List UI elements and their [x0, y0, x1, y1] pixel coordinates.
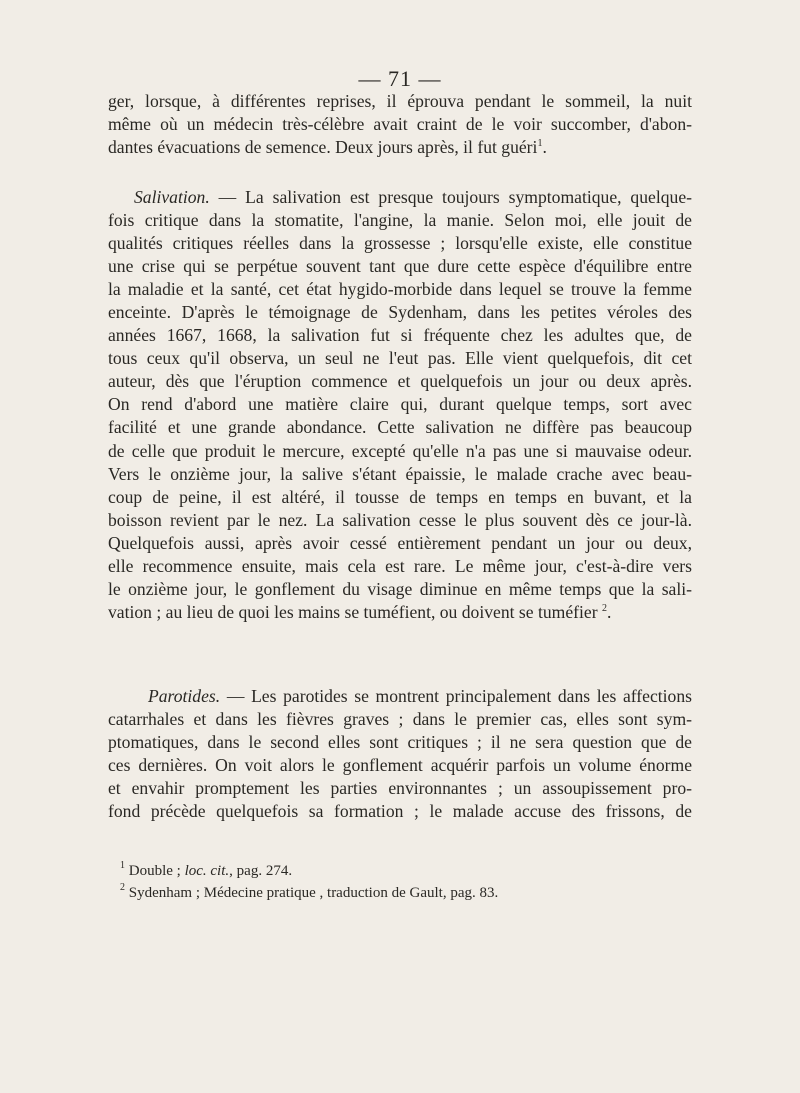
salivation-paragraph [108, 186, 692, 624]
text-line: qualités critiques réelles dans la grossesse ; lorsqu'elle existe, elle constitue [108, 233, 692, 254]
text-line: boisson revient par le nez. La salivation cesse le plus souvent dès ce jour-là. [108, 509, 692, 530]
text-line: catarrhales et dans les fièvres graves ; dans le premier cas, elles sont sym- [108, 709, 692, 730]
text-line: Quelquefois aussi, après avoir cessé entièrement pendant un jour ou deux, [108, 532, 692, 553]
text-line: la maladie et la santé, cet état hygido-morbide dans lequel se trouve la femme [108, 279, 692, 300]
text-line: tous ceux qu'il observa, un seul ne l'eut pas. Elle vient quelquefois, dit cet [108, 348, 692, 369]
text-line: fond précède quelquefois sa formation ; le malade accuse des frissons, de [108, 801, 692, 822]
parotides-paragraph [108, 685, 692, 823]
text-line: fois critique dans la stomatite, l'angine, la manie. Selon moi, elle jouit de [108, 210, 692, 231]
text-line: auteur, dès que l'éruption commence et quelquefois un jour ou deux après. [108, 371, 692, 392]
text-line: ger, lorsque, à différentes reprises, il éprouva pendant le sommeil, la nuit [108, 91, 692, 111]
text-line: ces dernières. On voit alors le gonflement acquérir parfois un volume énorme [108, 755, 692, 776]
text-line: On rend d'abord une matière claire qui, durant quelque temps, sort avec [108, 394, 692, 415]
text-line: dantes évacuations de semence. Deux jours après, il fut guéri$^1$. [108, 137, 547, 158]
footnote-2: $^2$ Sydenham ; Médecine pratique , traduction de Gault, pag. 83. [120, 881, 499, 901]
text-line: de celle que produit le mercure, excepté qu'elle n'a pas une si mauvaise odeur. [108, 440, 692, 461]
footnote-ref: 2 [601, 602, 607, 614]
footnotes [120, 861, 660, 905]
text-line: une crise qui se perpétue souvent tant que dure cette espèce d'équilibre entre [108, 256, 692, 277]
text-line: vation ; au lieu de quoi les mains se tuméfient, ou doivent se tuméfier $^2$. [108, 601, 612, 622]
text-line: ptomatiques, dans le second elles sont critiques ; il ne sera question que de [108, 732, 692, 753]
text-line: le onzième jour, le gonflement du visage diminue en même temps que la sali- [108, 578, 692, 599]
page-number: — 71 — [358, 66, 442, 91]
text-line: même où un médecin très-célèbre avait craint de le voir succomber, d'abon- [108, 114, 692, 135]
text-line: années 1667, 1668, la salivation fut si fréquente chez les adultes que, de [108, 325, 692, 346]
text-line: Salivation. — La salivation est presque toujours symptomatique, quelque- [134, 187, 692, 207]
footnote-ref: 1 [537, 138, 543, 150]
text-line: et envahir promptement les parties environnantes ; un assoupissement pro- [108, 778, 692, 799]
intro-paragraph [108, 90, 692, 159]
text-line: Vers le onzième jour, la salive s'étant épaissie, le malade crache avec beau- [108, 463, 692, 484]
section-heading-parotides: Parotides. [148, 686, 221, 706]
footnote-1: $^1$ Double ; loc. cit., pag. 274. [120, 860, 293, 879]
text-line: elle recommence ensuite, mais cela est rare. Le même jour, c'est-à-dire vers [108, 555, 692, 576]
text-line: Parotides. — Les parotides se montrent principalement dans les affections [148, 686, 692, 706]
section-heading-salivation: Salivation. [134, 187, 210, 207]
text-line: coup de peine, il est altéré, il tousse de temps en temps en buvant, et la [108, 486, 692, 507]
text-line: facilité et une grande abondance. Cette salivation ne diffère pas beaucoup [108, 417, 692, 438]
text-line: enceinte. D'après le témoignage de Sydenham, dans les petites véroles des [108, 302, 692, 323]
